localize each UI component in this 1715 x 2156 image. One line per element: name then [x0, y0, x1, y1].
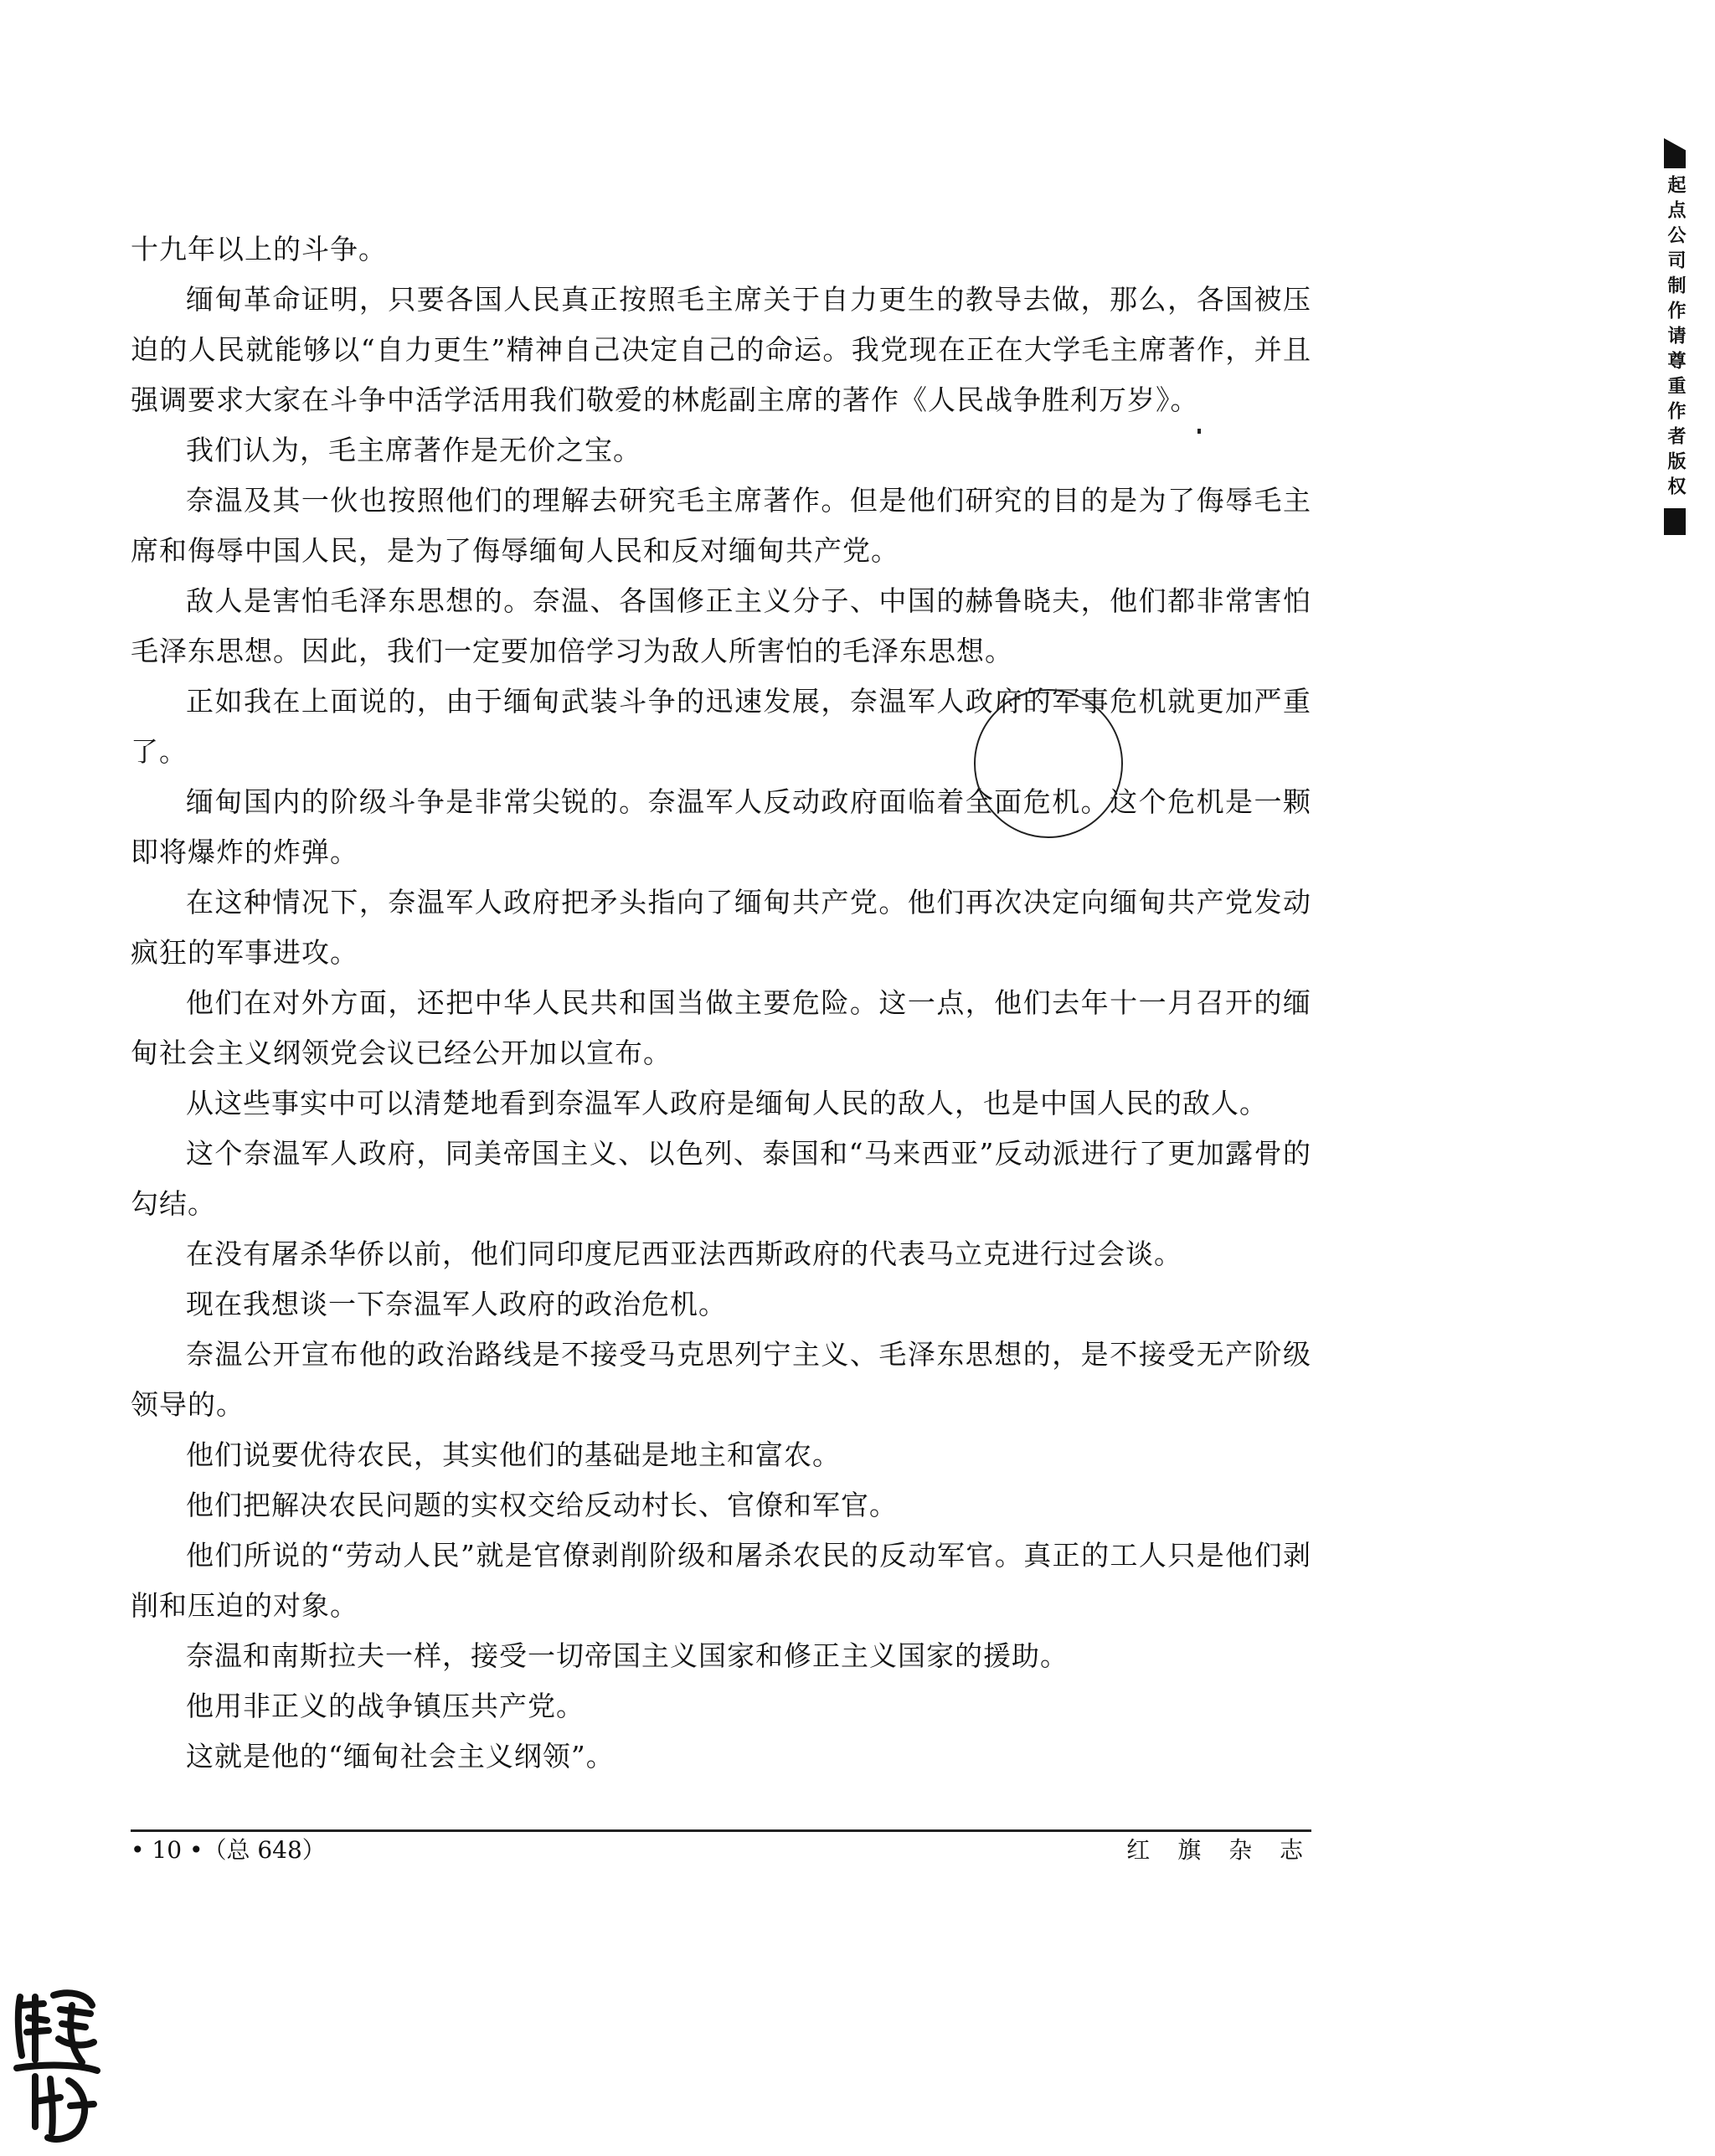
article-body — [131, 224, 1311, 1782]
paragraph: 十九年以上的斗争。 — [131, 233, 387, 265]
paragraph: 在这种情况下，奈温军人政府把矛头指向了缅甸共产党。他们再次决定向缅甸共产党发动疯狂的军事进攻。 — [131, 886, 1311, 969]
paragraph: 在没有屠杀华侨以前，他们同印度尼西亚法西斯政府的代表马立克进行过会谈。 — [186, 1238, 1182, 1270]
paragraph: 奈温及其一伙也按照他们的理解去研究毛主席著作。但是他们研究的目的是为了侮辱毛主席和侮辱中国人民，是为了侮辱缅甸人民和反对缅甸共产党。 — [131, 484, 1311, 567]
seal-stamp — [10, 1980, 102, 2148]
paragraph: 从这些事实中可以清楚地看到奈温军人政府是缅甸人民的敌人，也是中国人民的敌人。 — [186, 1087, 1268, 1119]
paragraph: 他们在对外方面，还把中华人民共和国当做主要危险。这一点，他们去年十一月召开的缅甸社会主义纲领党会议已经公开加以宣布。 — [131, 986, 1311, 1069]
stray-ink-mark — [1197, 429, 1201, 434]
journal-name: 红 旗 杂 志 — [1126, 1836, 1313, 1864]
paragraph: 敌人是害怕毛泽东思想的。奈温、各国修正主义分子、中国的赫鲁晓夫，他们都非常害怕毛泽东思想。因此，我们一定要加倍学习为敌人所害怕的毛泽东思想。 — [131, 584, 1311, 667]
paragraph: 奈温和南斯拉夫一样，接受一切帝国主义国家和修正主义国家的援助。 — [186, 1639, 1069, 1672]
banner-bar-icon — [1664, 138, 1686, 168]
paragraph: 他们所说的“劳动人民”就是官僚剥削阶级和屠杀农民的反动军官。真正的工人只是他们剥削和压迫的对象。 — [131, 1539, 1311, 1622]
copyright-banner — [1662, 138, 1687, 535]
hand-drawn-circle-annotation — [974, 689, 1123, 838]
banner-bar-icon — [1664, 508, 1686, 535]
page-number: • 10 •（总 648） — [131, 1836, 326, 1864]
paragraph: 缅甸国内的阶级斗争是非常尖锐的。奈温军人反动政府面临着全面危机。这个危机是一颗即将爆炸的炸弹。 — [131, 785, 1311, 868]
paragraph: 我们认为，毛主席著作是无价之宝。 — [186, 434, 641, 466]
footer-divider — [131, 1829, 1311, 1832]
paragraph: 正如我在上面说的，由于缅甸武装斗争的迅速发展，奈温军人政府的军事危机就更加严重了。 — [131, 685, 1311, 768]
paragraph: 他们说要优待农民，其实他们的基础是地主和富农。 — [186, 1438, 841, 1471]
paragraph: 缅甸革命证明，只要各国人民真正按照毛主席关于自力更生的教导去做，那么，各国被压迫的人民就能够以“自力更生”精神自己决定自己的命运。我党现在正在大学毛主席著作，并且强调要求大家在斗争中活学活用我们敬爱的林彪副主席的著作《人民战争胜利万岁》。 — [131, 283, 1311, 416]
paragraph: 这就是他的“缅甸社会主义纲领”。 — [186, 1740, 615, 1773]
paragraph: 奈温公开宣布他的政治路线是不接受马克思列宁主义、毛泽东思想的，是不接受无产阶级领导的。 — [131, 1338, 1311, 1421]
paragraph: 他们把解决农民问题的实权交给反动村长、官僚和军官。 — [186, 1489, 898, 1521]
paragraph: 这个奈温军人政府，同美帝国主义、以色列、泰国和“马来西亚”反动派进行了更加露骨的勾结。 — [131, 1137, 1311, 1220]
paragraph: 他用非正义的战争镇压共产党。 — [186, 1690, 585, 1722]
paragraph: 现在我想谈一下奈温军人政府的政治危机。 — [186, 1288, 727, 1320]
copyright-banner-text: 起点公司制作请尊重作者版权 — [1665, 175, 1686, 502]
